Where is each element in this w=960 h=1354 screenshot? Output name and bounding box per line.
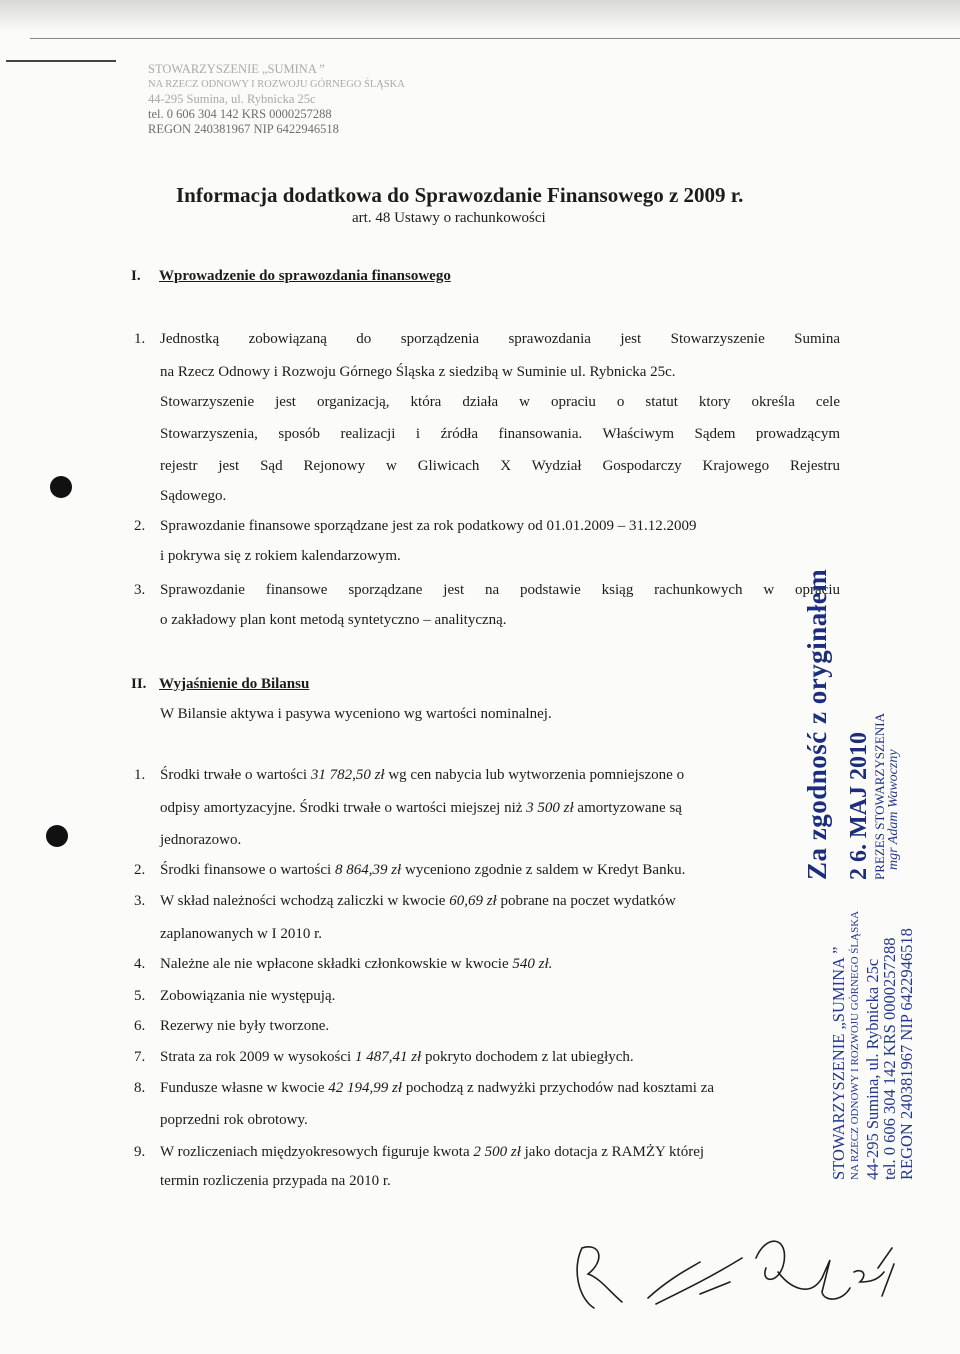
paragraph-line: o zakładowy plan kont metodą syntetyczno – analityczną. <box>160 612 507 628</box>
text: Fundusze własne w kwocie <box>160 1080 329 1096</box>
text: pokryto dochodem z lat ubiegłych. <box>421 1049 634 1065</box>
paragraph-line: Jednostką zobowiązaną do sporządzenia sprawozdania jest Stowarzyszenie Sumina <box>160 331 840 347</box>
text: W rozliczeniach międzyokresowych figuruje kwota <box>160 1144 474 1160</box>
text: pobrane na poczet wydatków <box>496 893 676 909</box>
document-title: Informacja dodatkowa do Sprawozdanie Finansowego z 2009 r. <box>176 183 744 207</box>
handwritten-signature <box>560 1218 900 1318</box>
text: jako dotacja z RAMŻY której <box>520 1144 705 1160</box>
text: Strata za rok 2009 w wysokości <box>160 1049 355 1065</box>
scan-border-line <box>30 38 960 39</box>
paragraph-line <box>160 1080 840 1097</box>
paragraph-line: Sądowego. <box>160 488 227 504</box>
paragraph-line <box>160 1049 840 1066</box>
amount: 540 zł. <box>512 956 553 972</box>
text: Należne ale nie wpłacone składki członkowskie w kwocie <box>160 956 513 972</box>
amount: 42 194,99 zł <box>328 1080 403 1096</box>
amount: 3 500 zł <box>526 800 574 816</box>
text: amortyzowane są <box>573 800 682 816</box>
paragraph-line: zaplanowanych w I 2010 r. <box>160 926 323 942</box>
section-heading-1 <box>131 268 451 285</box>
paragraph-line: rejestr jest Sąd Rejonowy w Gliwicach X Wydział Gospodarczy Krajowego Rejestru <box>160 458 840 474</box>
date-stamp: 2 6. MAJ 2010 <box>846 732 872 880</box>
header-stamp-line: tel. 0 606 304 142 KRS 0000257288 <box>148 107 332 121</box>
amount: 31 782,50 zł <box>310 767 385 783</box>
paragraph-line <box>160 1144 840 1161</box>
document-subtitle: art. 48 Ustawy o rachunkowości <box>352 210 546 226</box>
item-number: 9. <box>134 1144 146 1160</box>
header-stamp-line: STOWARZYSZENIE „SUMINA ” <box>148 62 325 76</box>
item-number: 3. <box>134 893 146 909</box>
section-number: I. <box>131 268 141 284</box>
header-stamp-line: 44-295 Sumina, ul. Rybnicka 25c <box>148 92 316 106</box>
text: pochodzą z nadwyżki przychodów nad kosztami za <box>402 1080 715 1096</box>
text: Środki finansowe o wartości <box>160 862 335 878</box>
scan-mark <box>6 60 116 62</box>
paragraph-line: Sprawozdanie finansowe sporządzane jest za rok podatkowy od 01.01.2009 – 31.12.2009 <box>160 518 697 534</box>
item-number: 1. <box>134 767 146 783</box>
paragraph-line <box>160 767 800 784</box>
paragraph-line: W Bilansie aktywa i pasywa wyceniono wg wartości nominalnej. <box>160 706 552 722</box>
text: W skład należności wchodzą zaliczki w kwocie <box>160 893 450 909</box>
item-number: 5. <box>134 988 146 1004</box>
section-heading-2 <box>131 676 309 693</box>
scan-edge <box>0 0 960 40</box>
paragraph-line: Rezerwy nie były tworzone. <box>160 1018 330 1034</box>
header-stamp-line: NA RZECZ ODNOWY I ROZWOJU GÓRNEGO ŚLĄSKA <box>148 79 405 90</box>
item-number: 7. <box>134 1049 146 1065</box>
org-stamp-line: REGON 240381967 NIP 6422946518 <box>897 928 916 1180</box>
org-stamp-line: STOWARZYSZENIE „SUMINA ” <box>829 946 848 1180</box>
text: wyceniono zgodnie z saldem w Kredyt Banku. <box>401 862 686 878</box>
item-number: 2. <box>134 862 146 878</box>
item-number: 1. <box>134 331 146 347</box>
org-stamp-line: 44-295 Sumina, ul. Rybnicka 25c <box>863 958 882 1180</box>
item-number: 4. <box>134 956 146 972</box>
paragraph-line <box>160 800 800 817</box>
text: odpisy amortyzacyjne. Środki trwałe o wartości miejszej niż <box>160 800 527 816</box>
text: Środki trwałe o wartości <box>160 767 311 783</box>
org-stamp-line: tel. 0 606 304 142 KRS 0000257288 <box>880 937 899 1180</box>
certification-stamp: Za zgodność z oryginałem <box>802 568 832 880</box>
paragraph-line <box>160 893 840 910</box>
paragraph-line <box>160 862 840 879</box>
paragraph-line: i pokrywa się z rokiem kalendarzowym. <box>160 548 401 564</box>
punch-hole <box>46 825 68 847</box>
section-number: II. <box>131 676 147 692</box>
paragraph-line: Stowarzyszenie jest organizacją, która działa w opraciu o statut ktory określa cele <box>160 394 840 410</box>
paragraph-line: jednorazowo. <box>160 832 242 848</box>
item-number: 3. <box>134 582 146 598</box>
president-stamp: PREZES STOWARZYSZENIA <box>872 713 887 880</box>
paragraph-line: Stowarzyszenia, sposób realizacji i źródła finansowania. Właściwym Sądem prowadzącym <box>160 426 840 442</box>
item-number: 2. <box>134 518 146 534</box>
org-stamp-line: NA RZECZ ODNOWY I ROZWOJU GÓRNEGO ŚLĄSKA <box>849 910 861 1180</box>
punch-hole <box>50 476 72 498</box>
signer-name-stamp: mgr Adam Wawoczny <box>886 749 901 870</box>
paragraph-line: Zobowiązania nie występują. <box>160 988 336 1004</box>
header-stamp-line: REGON 240381967 NIP 6422946518 <box>148 122 339 136</box>
header-stamp <box>148 62 408 137</box>
paragraph-line: termin rozliczenia przypada na 2010 r. <box>160 1173 391 1189</box>
amount: 8 864,39 zł <box>334 862 402 878</box>
paragraph-line: poprzedni rok obrotowy. <box>160 1112 308 1128</box>
paragraph-line: Sprawozdanie finansowe sporządzane jest na podstawie ksiąg rachunkowych w opraciu <box>160 582 840 598</box>
amount: 2 500 zł <box>473 1144 521 1160</box>
text: wg cen nabycia lub wytworzenia pomniejszone o <box>384 767 685 783</box>
item-number: 8. <box>134 1080 146 1096</box>
paragraph-line <box>160 956 840 973</box>
item-number: 6. <box>134 1018 146 1034</box>
amount: 60,69 zł <box>449 893 497 909</box>
paragraph-line: na Rzecz Odnowy i Rozwoju Górnego Śląska z siedzibą w Suminie ul. Rybnicka 25c. <box>160 364 676 380</box>
section-title: Wprowadzenie do sprawozdania finansowego <box>159 268 451 284</box>
amount: 1 487,41 zł <box>354 1049 422 1065</box>
section-title: Wyjaśnienie do Bilansu <box>159 676 310 692</box>
organization-stamp <box>830 911 915 1180</box>
